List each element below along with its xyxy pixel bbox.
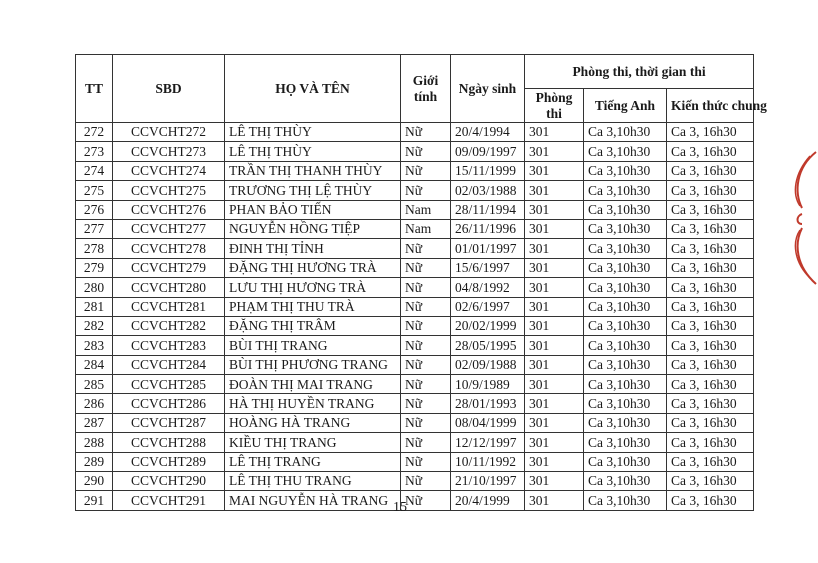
cell-general: Ca 3, 16h30 <box>667 413 754 432</box>
cell-dob: 20/02/1999 <box>451 316 525 335</box>
cell-name: MAI NGUYỄN HÀ TRANG <box>225 491 401 510</box>
cell-english: Ca 3,10h30 <box>584 452 667 471</box>
cell-sbd: CCVCHT272 <box>113 123 225 142</box>
table-header <box>76 55 767 123</box>
table-row <box>76 394 754 413</box>
cell-general: Ca 3, 16h30 <box>667 200 754 219</box>
table-row <box>76 297 754 316</box>
cell-general: Ca 3, 16h30 <box>667 491 754 510</box>
cell-dob: 04/8/1992 <box>451 278 525 297</box>
header-name: HỌ VÀ TÊN <box>225 55 401 123</box>
cell-general: Ca 3, 16h30 <box>667 472 754 491</box>
cell-gender: Nữ <box>401 394 451 413</box>
cell-sbd: CCVCHT288 <box>113 433 225 452</box>
table-row <box>76 316 754 335</box>
cell-sbd: CCVCHT277 <box>113 219 225 238</box>
cell-tt: 289 <box>76 452 113 471</box>
cell-sbd: CCVCHT285 <box>113 375 225 394</box>
cell-tt: 286 <box>76 394 113 413</box>
cell-sbd: CCVCHT291 <box>113 491 225 510</box>
cell-general: Ca 3, 16h30 <box>667 181 754 200</box>
cell-sbd: CCVCHT276 <box>113 200 225 219</box>
cell-english: Ca 3,10h30 <box>584 433 667 452</box>
exam-roster-table <box>75 54 767 511</box>
cell-general: Ca 3, 16h30 <box>667 375 754 394</box>
cell-english: Ca 3,10h30 <box>584 258 667 277</box>
cell-sbd: CCVCHT274 <box>113 161 225 180</box>
cell-english: Ca 3,10h30 <box>584 123 667 142</box>
cell-sbd: CCVCHT275 <box>113 181 225 200</box>
cell-name: PHAN BẢO TIẾN <box>225 200 401 219</box>
cell-gender: Nữ <box>401 316 451 335</box>
cell-gender: Nữ <box>401 297 451 316</box>
cell-gender: Nữ <box>401 239 451 258</box>
cell-room: 301 <box>525 181 584 200</box>
cell-general: Ca 3, 16h30 <box>667 142 754 161</box>
cell-sbd: CCVCHT279 <box>113 258 225 277</box>
cell-dob: 26/11/1996 <box>451 219 525 238</box>
header-gender: Giới tính <box>401 55 451 123</box>
cell-english: Ca 3,10h30 <box>584 200 667 219</box>
cell-general: Ca 3, 16h30 <box>667 394 754 413</box>
cell-tt: 279 <box>76 258 113 277</box>
header-room: Phòng thi <box>525 89 584 123</box>
cell-room: 301 <box>525 239 584 258</box>
cell-gender: Nam <box>401 219 451 238</box>
cell-general: Ca 3, 16h30 <box>667 161 754 180</box>
cell-english: Ca 3,10h30 <box>584 219 667 238</box>
cell-dob: 20/4/1994 <box>451 123 525 142</box>
cell-dob: 10/11/1992 <box>451 452 525 471</box>
cell-name: NGUYỄN HỒNG TIỆP <box>225 219 401 238</box>
cell-sbd: CCVCHT287 <box>113 413 225 432</box>
cell-english: Ca 3,10h30 <box>584 375 667 394</box>
cell-name: TRẦN THỊ THANH THÙY <box>225 161 401 180</box>
cell-sbd: CCVCHT290 <box>113 472 225 491</box>
cell-english: Ca 3,10h30 <box>584 316 667 335</box>
cell-sbd: CCVCHT282 <box>113 316 225 335</box>
cell-gender: Nữ <box>401 491 451 510</box>
cell-english: Ca 3,10h30 <box>584 413 667 432</box>
header-tt: TT <box>76 55 113 123</box>
cell-gender: Nữ <box>401 123 451 142</box>
red-seal-edge <box>788 148 818 288</box>
cell-tt: 275 <box>76 181 113 200</box>
table-row <box>76 355 754 374</box>
cell-tt: 283 <box>76 336 113 355</box>
table-row <box>76 278 754 297</box>
cell-tt: 272 <box>76 123 113 142</box>
cell-room: 301 <box>525 200 584 219</box>
header-exam-group: Phòng thi, thời gian thi <box>525 55 754 89</box>
cell-tt: 278 <box>76 239 113 258</box>
cell-dob: 01/01/1997 <box>451 239 525 258</box>
table-body <box>76 123 754 511</box>
cell-general: Ca 3, 16h30 <box>667 258 754 277</box>
page-number: 15 <box>393 500 407 515</box>
cell-room: 301 <box>525 258 584 277</box>
cell-tt: 288 <box>76 433 113 452</box>
header-dob: Ngày sinh <box>451 55 525 123</box>
cell-general: Ca 3, 16h30 <box>667 123 754 142</box>
cell-room: 301 <box>525 472 584 491</box>
cell-general: Ca 3, 16h30 <box>667 219 754 238</box>
cell-tt: 291 <box>76 491 113 510</box>
cell-gender: Nữ <box>401 472 451 491</box>
cell-name: PHẠM THỊ THU TRÀ <box>225 297 401 316</box>
cell-room: 301 <box>525 219 584 238</box>
cell-gender: Nữ <box>401 142 451 161</box>
table-row <box>76 181 754 200</box>
cell-name: ĐẶNG THỊ HƯƠNG TRÀ <box>225 258 401 277</box>
cell-general: Ca 3, 16h30 <box>667 239 754 258</box>
cell-name: HOÀNG HÀ TRANG <box>225 413 401 432</box>
cell-room: 301 <box>525 123 584 142</box>
cell-dob: 02/6/1997 <box>451 297 525 316</box>
cell-gender: Nam <box>401 200 451 219</box>
cell-room: 301 <box>525 336 584 355</box>
table-row <box>76 433 754 452</box>
cell-tt: 284 <box>76 355 113 374</box>
table-row <box>76 375 754 394</box>
cell-dob: 28/05/1995 <box>451 336 525 355</box>
cell-name: LƯU THỊ HƯƠNG TRÀ <box>225 278 401 297</box>
cell-room: 301 <box>525 375 584 394</box>
cell-name: LÊ THỊ THÙY <box>225 142 401 161</box>
cell-english: Ca 3,10h30 <box>584 394 667 413</box>
cell-name: LÊ THỊ THU TRANG <box>225 472 401 491</box>
cell-english: Ca 3,10h30 <box>584 491 667 510</box>
cell-room: 301 <box>525 297 584 316</box>
table-row <box>76 142 754 161</box>
cell-room: 301 <box>525 433 584 452</box>
cell-name: ĐOÀN THỊ MAI TRANG <box>225 375 401 394</box>
cell-sbd: CCVCHT281 <box>113 297 225 316</box>
table-row <box>76 336 754 355</box>
cell-general: Ca 3, 16h30 <box>667 355 754 374</box>
cell-gender: Nữ <box>401 452 451 471</box>
cell-name: ĐẶNG THỊ TRÂM <box>225 316 401 335</box>
cell-general: Ca 3, 16h30 <box>667 278 754 297</box>
cell-sbd: CCVCHT280 <box>113 278 225 297</box>
cell-general: Ca 3, 16h30 <box>667 336 754 355</box>
cell-dob: 12/12/1997 <box>451 433 525 452</box>
table-row <box>76 452 754 471</box>
table-row <box>76 472 754 491</box>
cell-gender: Nữ <box>401 433 451 452</box>
cell-dob: 02/03/1988 <box>451 181 525 200</box>
table-row <box>76 413 754 432</box>
cell-room: 301 <box>525 142 584 161</box>
cell-room: 301 <box>525 278 584 297</box>
table-row <box>76 200 754 219</box>
cell-room: 301 <box>525 452 584 471</box>
cell-general: Ca 3, 16h30 <box>667 452 754 471</box>
cell-tt: 277 <box>76 219 113 238</box>
cell-gender: Nữ <box>401 278 451 297</box>
cell-gender: Nữ <box>401 413 451 432</box>
cell-sbd: CCVCHT286 <box>113 394 225 413</box>
cell-sbd: CCVCHT283 <box>113 336 225 355</box>
cell-english: Ca 3,10h30 <box>584 355 667 374</box>
cell-tt: 273 <box>76 142 113 161</box>
cell-english: Ca 3,10h30 <box>584 142 667 161</box>
cell-dob: 21/10/1997 <box>451 472 525 491</box>
table-row <box>76 161 754 180</box>
cell-gender: Nữ <box>401 258 451 277</box>
cell-dob: 10/9/1989 <box>451 375 525 394</box>
cell-english: Ca 3,10h30 <box>584 472 667 491</box>
table-row <box>76 123 754 142</box>
cell-room: 301 <box>525 161 584 180</box>
cell-dob: 20/4/1999 <box>451 491 525 510</box>
cell-dob: 28/01/1993 <box>451 394 525 413</box>
cell-gender: Nữ <box>401 375 451 394</box>
cell-general: Ca 3, 16h30 <box>667 433 754 452</box>
cell-name: KIỀU THỊ TRANG <box>225 433 401 452</box>
cell-tt: 281 <box>76 297 113 316</box>
cell-gender: Nữ <box>401 181 451 200</box>
cell-room: 301 <box>525 413 584 432</box>
header-english: Tiếng Anh <box>584 89 667 123</box>
cell-english: Ca 3,10h30 <box>584 336 667 355</box>
cell-name: TRƯƠNG THỊ LỆ THÙY <box>225 181 401 200</box>
cell-name: HÀ THỊ HUYỀN TRANG <box>225 394 401 413</box>
cell-tt: 276 <box>76 200 113 219</box>
cell-tt: 282 <box>76 316 113 335</box>
cell-dob: 02/09/1988 <box>451 355 525 374</box>
cell-english: Ca 3,10h30 <box>584 239 667 258</box>
cell-name: LÊ THỊ THÙY <box>225 123 401 142</box>
cell-english: Ca 3,10h30 <box>584 297 667 316</box>
cell-sbd: CCVCHT278 <box>113 239 225 258</box>
cell-name: BÙI THỊ PHƯƠNG TRANG <box>225 355 401 374</box>
cell-tt: 290 <box>76 472 113 491</box>
cell-english: Ca 3,10h30 <box>584 181 667 200</box>
header-sbd: SBD <box>113 55 225 123</box>
cell-room: 301 <box>525 355 584 374</box>
table-row <box>76 239 754 258</box>
table-row <box>76 258 754 277</box>
cell-gender: Nữ <box>401 336 451 355</box>
cell-dob: 28/11/1994 <box>451 200 525 219</box>
cell-english: Ca 3,10h30 <box>584 278 667 297</box>
cell-room: 301 <box>525 491 584 510</box>
cell-tt: 287 <box>76 413 113 432</box>
cell-name: BÙI THỊ TRANG <box>225 336 401 355</box>
cell-general: Ca 3, 16h30 <box>667 316 754 335</box>
cell-tt: 285 <box>76 375 113 394</box>
cell-name: ĐINH THỊ TỈNH <box>225 239 401 258</box>
table-row <box>76 219 754 238</box>
cell-tt: 274 <box>76 161 113 180</box>
cell-name: LÊ THỊ TRANG <box>225 452 401 471</box>
cell-gender: Nữ <box>401 161 451 180</box>
cell-room: 301 <box>525 316 584 335</box>
cell-dob: 09/09/1997 <box>451 142 525 161</box>
cell-dob: 15/11/1999 <box>451 161 525 180</box>
cell-tt: 280 <box>76 278 113 297</box>
header-general: Kiến thức chung <box>667 89 754 123</box>
cell-general: Ca 3, 16h30 <box>667 297 754 316</box>
cell-dob: 15/6/1997 <box>451 258 525 277</box>
cell-room: 301 <box>525 394 584 413</box>
cell-sbd: CCVCHT289 <box>113 452 225 471</box>
cell-sbd: CCVCHT284 <box>113 355 225 374</box>
cell-dob: 08/04/1999 <box>451 413 525 432</box>
cell-sbd: CCVCHT273 <box>113 142 225 161</box>
cell-english: Ca 3,10h30 <box>584 161 667 180</box>
cell-gender: Nữ <box>401 355 451 374</box>
